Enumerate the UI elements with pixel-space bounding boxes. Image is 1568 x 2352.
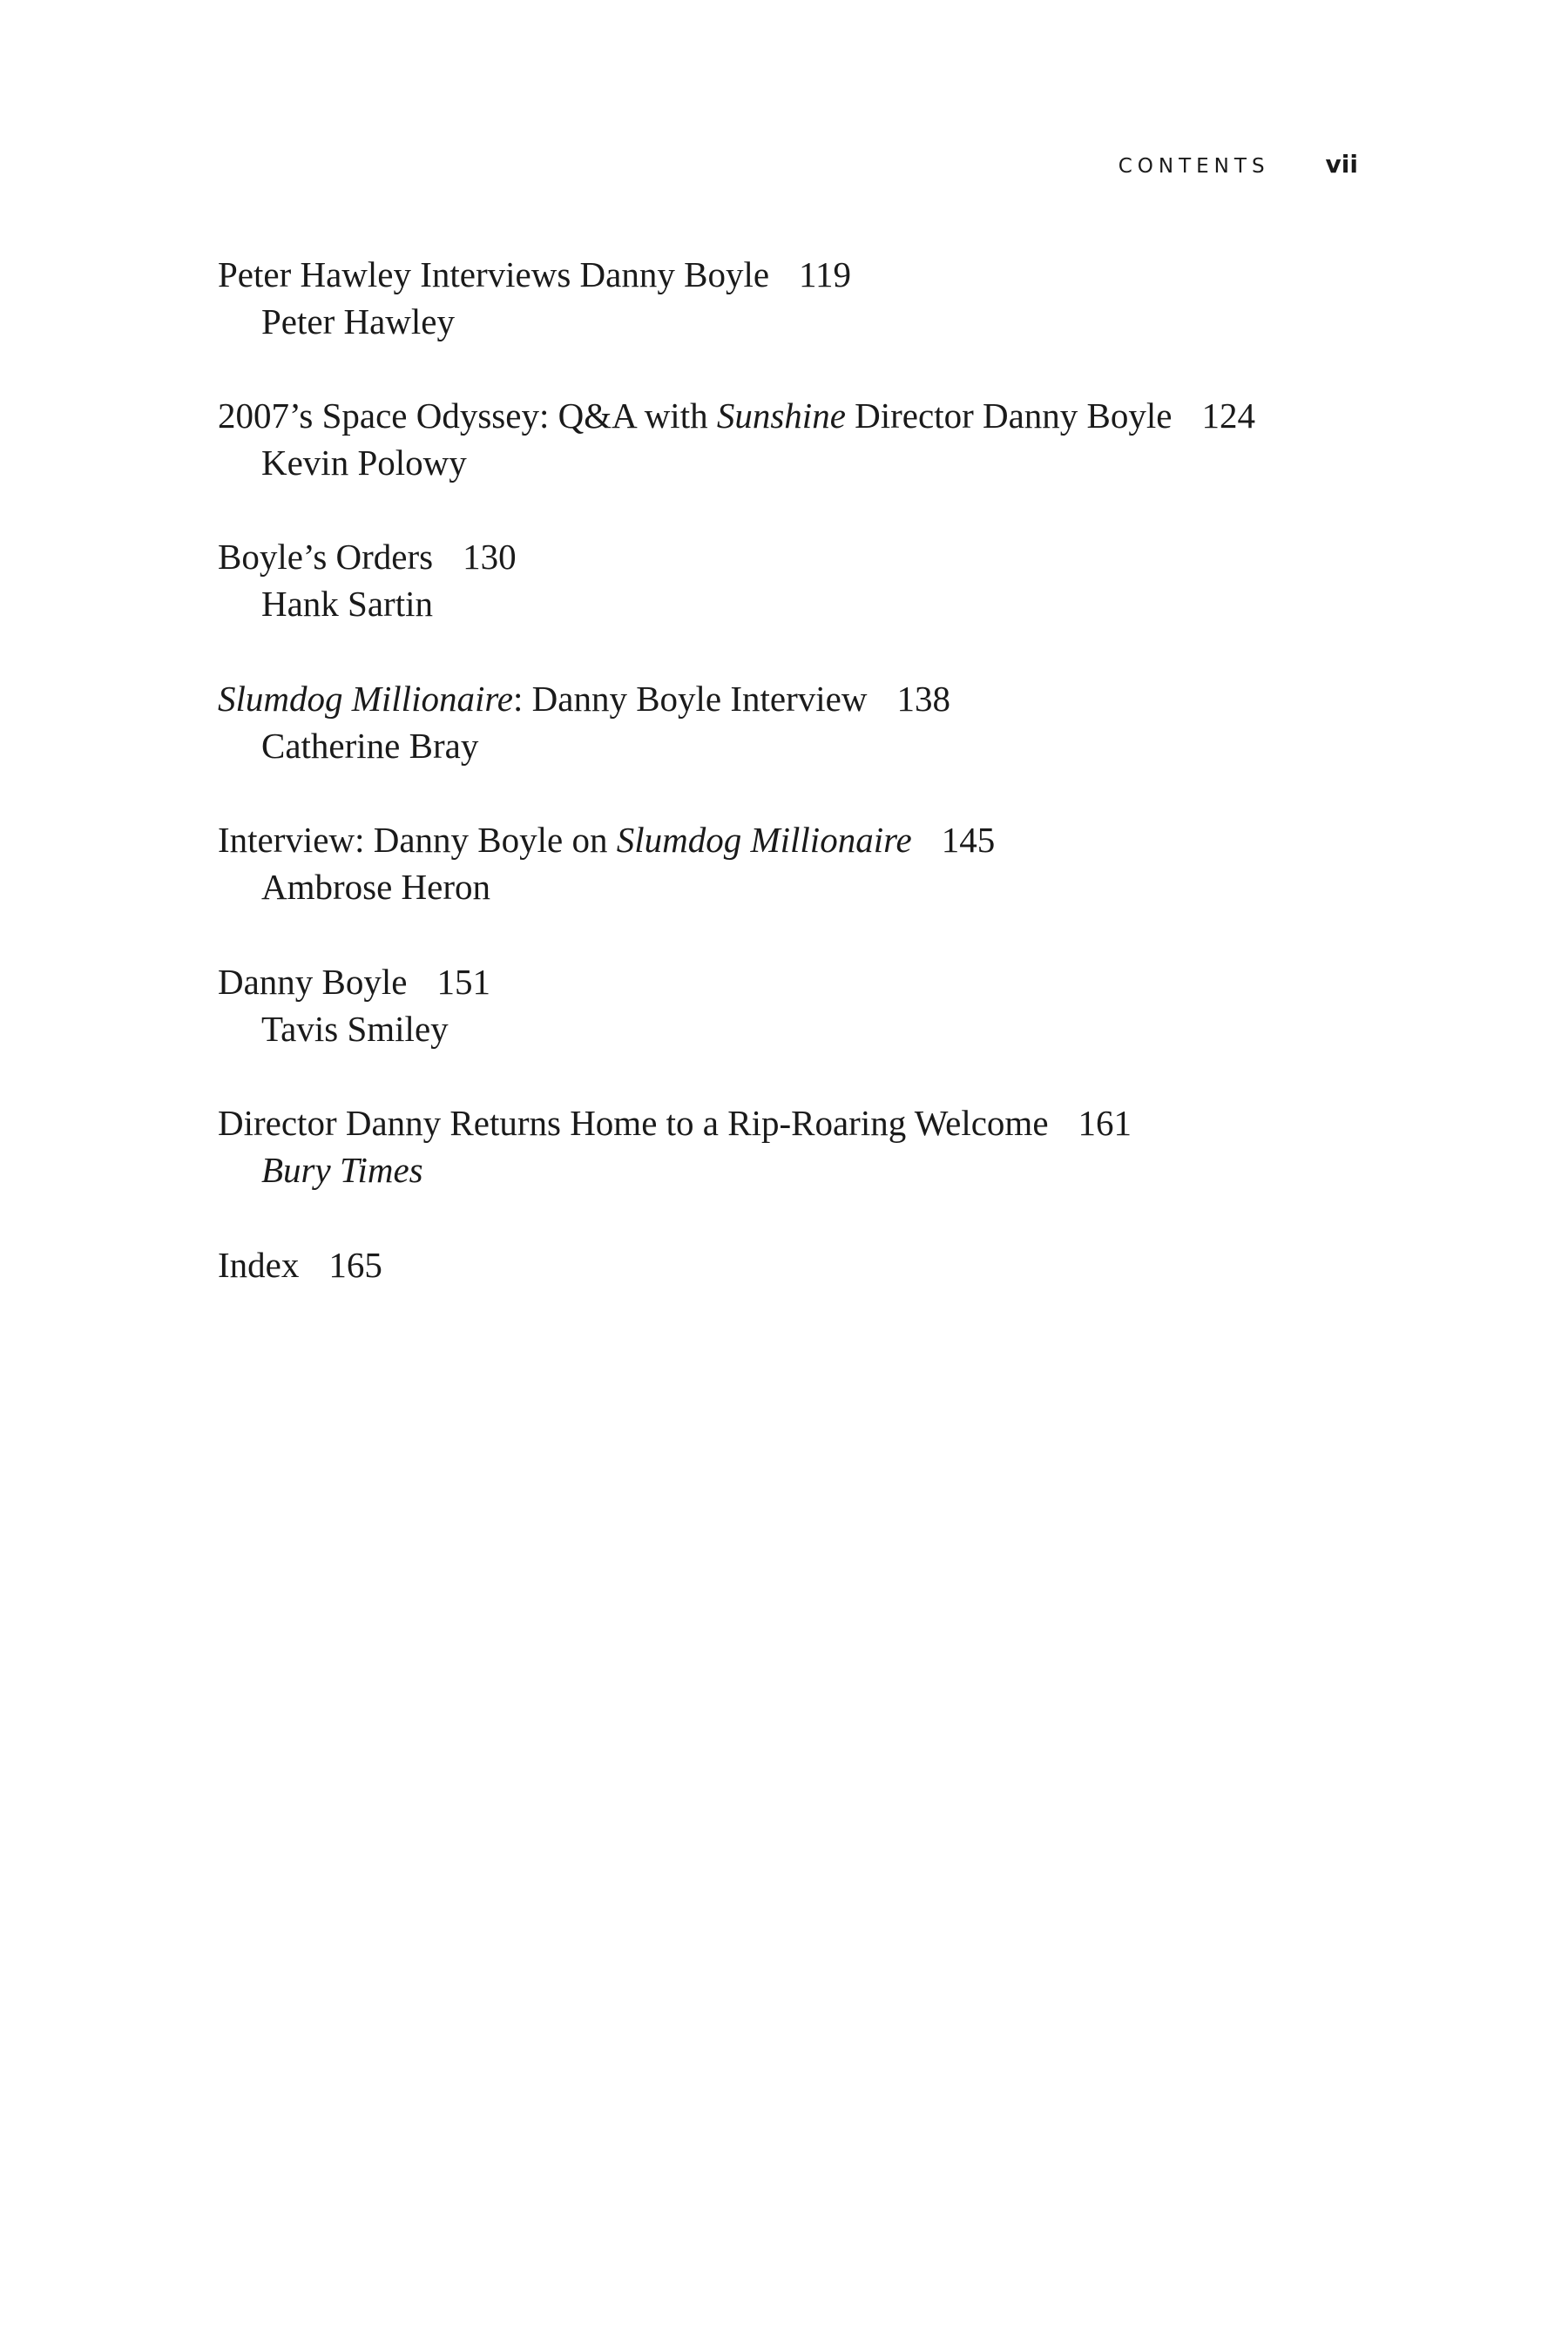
toc-entry-title-line <box>218 533 1368 580</box>
toc-entry[interactable] <box>218 251 1368 345</box>
toc-entry-title-line <box>218 958 1368 1005</box>
toc-entry-title-italic: Sunshine <box>716 395 846 436</box>
running-head-label: CONTENTS <box>1118 155 1270 178</box>
running-head-page-number: vii <box>1325 150 1358 179</box>
toc-entry-title-italic: Slumdog Millionaire <box>616 820 912 860</box>
toc-entry-title-line <box>218 675 1368 722</box>
toc-entry-author: Hank Sartin <box>261 584 433 624</box>
toc-entry-title-part: Interview: Danny Boyle on <box>218 820 617 860</box>
toc-entry-index[interactable] <box>218 1241 1368 1288</box>
toc-entry-page: 145 <box>941 820 996 860</box>
toc-entry-title: Boyle’s Orders <box>218 537 434 577</box>
toc-entry-title-italic: Slumdog Millionaire <box>218 679 513 719</box>
toc-entry-page: 138 <box>896 679 950 719</box>
toc-entry[interactable] <box>218 675 1368 769</box>
toc-entry[interactable] <box>218 533 1368 627</box>
toc-entry-title-part: : Danny Boyle Interview <box>513 679 868 719</box>
toc-entry-author-italic: Bury Times <box>261 1150 423 1190</box>
toc-entry-page: 151 <box>436 962 490 1002</box>
toc-entry-page: 165 <box>328 1245 382 1285</box>
toc-entry-title: Director Danny Returns Home to a Rip-Roaring Welcome <box>218 1103 1049 1143</box>
toc-entry[interactable] <box>218 958 1368 1052</box>
toc-entry-page: 124 <box>1201 395 1255 436</box>
toc-entry-author: Tavis Smiley <box>261 1009 449 1049</box>
toc-entry-author: Catherine Bray <box>261 726 479 766</box>
toc-entry[interactable] <box>218 816 1368 910</box>
toc-entry-page: 161 <box>1078 1103 1132 1143</box>
toc-entry[interactable] <box>218 1099 1368 1193</box>
toc-entry-title-part: 2007’s Space Odyssey: Q&A with <box>218 395 717 436</box>
toc-entry-author: Kevin Polowy <box>261 443 467 483</box>
toc-entry-author: Peter Hawley <box>261 301 455 341</box>
toc-entry-title: Index <box>218 1245 300 1285</box>
toc-entry-title-line <box>218 392 1368 439</box>
toc-entry-title-line <box>218 1099 1368 1146</box>
toc-entry-title-line <box>218 1241 1368 1288</box>
toc-entry-page: 119 <box>799 254 852 294</box>
toc-entry-page: 130 <box>463 537 517 577</box>
toc-entry[interactable] <box>218 392 1368 486</box>
toc-entry-title: Peter Hawley Interviews Danny Boyle <box>218 254 770 294</box>
toc-entry-title: Danny Boyle <box>218 962 408 1002</box>
toc-entry-title-line <box>218 816 1368 863</box>
running-head <box>1119 150 1358 179</box>
toc-entry-author <box>218 1146 1368 1193</box>
toc-entry-title-part: Director Danny Boyle <box>845 395 1173 436</box>
toc-entry-title-line <box>218 251 1368 298</box>
toc-entry-author: Ambrose Heron <box>261 867 491 907</box>
